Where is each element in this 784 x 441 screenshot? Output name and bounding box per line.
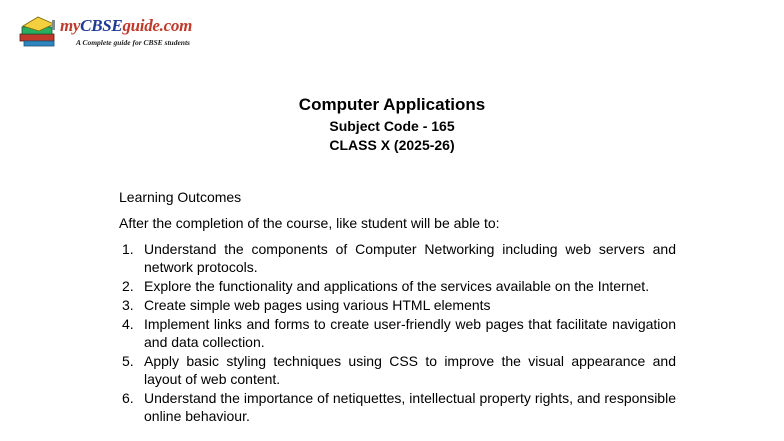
- list-item: [119, 277, 676, 295]
- class-line: CLASS X (2025-26): [329, 137, 455, 153]
- list-item-text: Understand the importance of netiquettes, intellectual property rights, and responsible online behaviour.: [144, 390, 676, 424]
- list-item-number: 5.: [122, 353, 134, 369]
- list-item: [119, 315, 676, 351]
- subject-code: Subject Code - 165: [329, 118, 455, 134]
- outcomes-list: [119, 240, 676, 425]
- intro-text: After the completion of the course, like student will be able to:: [119, 215, 500, 231]
- list-item-number: 2.: [122, 278, 134, 294]
- learning-outcomes-section: [119, 188, 676, 426]
- list-item-text: Apply basic styling techniques using CSS to improve the visual appearance and layout of web content.: [144, 353, 676, 387]
- list-item-text: Understand the components of Computer Networking including web servers and network protocols.: [144, 241, 676, 275]
- list-item-text: Implement links and forms to create user-friendly web pages that facilitate navigation and data collection.: [144, 316, 676, 350]
- logo-name-prefix: my: [60, 16, 81, 35]
- list-item: [119, 296, 676, 314]
- list-item: [119, 389, 676, 425]
- list-item-number: 3.: [122, 297, 134, 313]
- logo-wordmark: [60, 16, 192, 36]
- list-item: [119, 240, 676, 276]
- document-title: Computer Applications: [298, 95, 486, 114]
- list-item-text: Explore the functionality and applications of the services available on the Internet.: [144, 278, 650, 294]
- list-item-text: Create simple web pages using various HTML elements: [144, 297, 491, 313]
- site-logo: [18, 12, 218, 52]
- list-item-number: 1.: [122, 241, 134, 257]
- list-item: [119, 352, 676, 388]
- section-heading: Learning Outcomes: [119, 189, 242, 205]
- logo-tagline: A Complete guide for CBSE students: [76, 38, 190, 47]
- logo-name-suffix: guide.com: [122, 16, 192, 35]
- list-item-number: 4.: [122, 316, 134, 332]
- logo-name-main: CBSE: [80, 16, 123, 35]
- books-logo-icon: [18, 14, 58, 48]
- list-item-number: 6.: [122, 390, 134, 406]
